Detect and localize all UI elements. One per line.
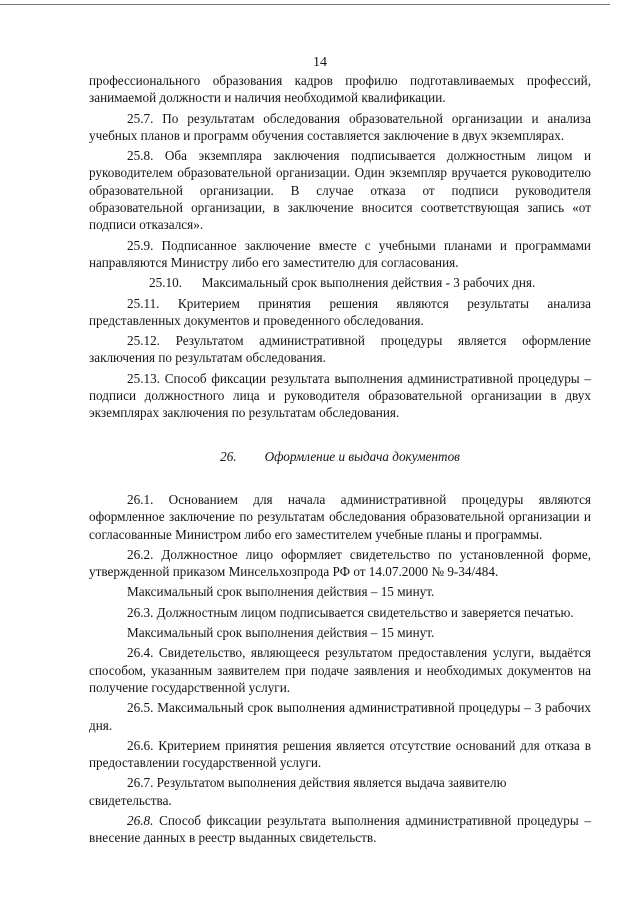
paragraph-max-time-2: Максимальный срок выполнения действия – 15 минут. (127, 625, 435, 641)
paragraph-26-7: 26.7. Результатом выполнения действия является выдача заявителю свидетельства. (89, 775, 507, 808)
paragraph-26-8-number: 26.8. (127, 812, 154, 828)
section-heading (89, 448, 591, 465)
paragraph-26-1: 26.1. Основанием для начала административной процедуры являются оформленное заключение по результатам обследования образовательной организации и согласованные Министром либо его заместителем учебные планы и программы. (89, 491, 591, 542)
paragraph-25-9: 25.9. Подписанное заключение вместе с учебными планами и программами направляются Министру либо его заместителю для согласования. (89, 237, 591, 270)
paragraph-26-8 (89, 812, 591, 847)
paragraph-25-7: 25.7. По результатам обследования образовательной организации и анализа учебных планов и программ обучения составляется заключение в двух экземплярах. (89, 110, 591, 143)
page-number: 14 (313, 55, 327, 70)
paragraph-26-5: 26.5. Максимальный срок выполнения административной процедуры – 3 рабочих дня. (89, 700, 591, 733)
paragraph-26-6: 26.6. Критерием принятия решения является отсутствие оснований для отказа в предоставлении государственной услуги. (89, 737, 591, 771)
section-title: Оформление и выдача документов (264, 448, 460, 464)
paragraph-max-time-1: Максимальный срок выполнения действия – 15 минут. (127, 584, 435, 600)
paragraph-26-4: 26.4. Свидетельство, являющееся результатом предоставления услуги, выдаётся способом, указанным заявителем при подаче заявления и необходимых документов на получение государственной услуги. (89, 645, 591, 695)
top-scan-line (0, 4, 610, 5)
paragraph-26-8-text: Способ фиксации результата выполнения административной процедуры – внесение данных в реестр выданных свидетельств. (89, 812, 591, 846)
paragraph-25-8: 25.8. Оба экземпляра заключения подписывается должностным лицом и руководителем образовательной организации. Один экземпляр вручается руководителю образовательной организации. В случае отказа от подписи руководителя образовательной организации, в заключение вносится соответствующая запись «от подписи отказался». (89, 148, 591, 233)
paragraph-26-3: 26.3. Должностным лицом подписывается свидетельство и заверяется печатью. (127, 604, 574, 620)
section-number: 26. (220, 448, 237, 464)
paragraph-25-11: 25.11. Критерием принятия решения являются результаты анализа представленных документов и проведенного обследования. (89, 295, 591, 328)
paragraph-25-13: 25.13. Способ фиксации результата выполнения административной процедуры – подписи должностного лица и руководителя образовательной организации в двух экземплярах заключения по результатам обследования. (89, 370, 591, 421)
paragraph-25-12: 25.12. Результатом административной процедуры является оформление заключения по результатам обследования. (89, 333, 591, 366)
document-body (89, 72, 591, 850)
paragraph-25-10: 25.10. Максимальный срок выполнения действия - 3 рабочих дня. (149, 275, 536, 291)
paragraph-continuation: профессионального образования кадров профилю подготавливаемых профессий, занимаемой должности и наличия необходимой квалификации. (89, 73, 591, 106)
paragraph-26-2: 26.2. Должностное лицо оформляет свидетельство по установленной форме, утвержденной приказом Минсельхозпрода РФ от 14.07.2000 № 9-34/484. (89, 546, 591, 580)
